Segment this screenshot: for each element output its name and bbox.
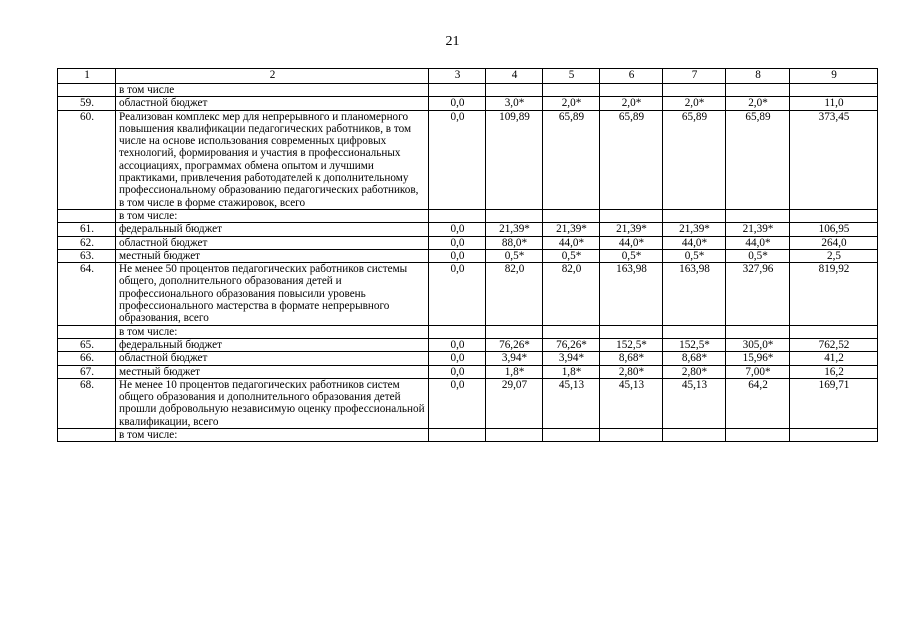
value-cell-col-3 [429,84,486,97]
value-cell-col-3: 0,0 [429,97,486,110]
value-cell-col-8: 64,2 [726,378,790,428]
value-cell-col-6: 45,13 [600,378,663,428]
page-number: 21 [445,34,460,49]
column-header-9: 9 [790,69,878,84]
column-header-8: 8 [726,69,790,84]
column-header-5: 5 [543,69,600,84]
value-cell-col-8: 305,0* [726,338,790,351]
row-number: 68. [58,378,116,428]
value-cell-col-8: 44,0* [726,236,790,249]
row-number [58,429,116,442]
row-number: 60. [58,110,116,209]
value-cell-col-5: 65,89 [543,110,600,209]
value-cell-col-9: 264,0 [790,236,878,249]
row-description: местный бюджет [116,365,429,378]
value-cell-col-7: 45,13 [663,378,726,428]
value-cell-col-3: 0,0 [429,338,486,351]
value-cell-col-9: 819,92 [790,263,878,325]
value-cell-col-6 [600,325,663,338]
value-cell-col-3: 0,0 [429,249,486,262]
value-cell-col-6: 21,39* [600,223,663,236]
row-description: местный бюджет [116,249,429,262]
value-cell-col-6: 44,0* [600,236,663,249]
value-cell-col-7 [663,209,726,222]
value-cell-col-6: 2,80* [600,365,663,378]
value-cell-col-3: 0,0 [429,365,486,378]
column-header-2: 2 [116,69,429,84]
value-cell-col-8 [726,84,790,97]
row-number: 65. [58,338,116,351]
value-cell-col-7: 2,80* [663,365,726,378]
value-cell-col-4: 1,8* [486,365,543,378]
value-cell-col-9: 41,2 [790,352,878,365]
value-cell-col-5 [543,325,600,338]
value-cell-col-3: 0,0 [429,110,486,209]
column-header-6: 6 [600,69,663,84]
row-description: Не менее 10 процентов педагогических работников систем общего образования и дополнительного образования детей прошли добровольную независимую оценку профессиональной квалификации, всего [116,378,429,428]
value-cell-col-7: 152,5* [663,338,726,351]
value-cell-col-7: 8,68* [663,352,726,365]
value-cell-col-7: 21,39* [663,223,726,236]
value-cell-col-7 [663,84,726,97]
table-row [58,110,878,209]
column-header-3: 3 [429,69,486,84]
value-cell-col-4: 3,0* [486,97,543,110]
table-row [58,429,878,442]
value-cell-col-4: 88,0* [486,236,543,249]
value-cell-col-7 [663,429,726,442]
value-cell-col-7: 2,0* [663,97,726,110]
value-cell-col-5: 45,13 [543,378,600,428]
value-cell-col-8 [726,429,790,442]
value-cell-col-9: 11,0 [790,97,878,110]
row-number: 61. [58,223,116,236]
value-cell-col-9: 169,71 [790,378,878,428]
row-number: 67. [58,365,116,378]
value-cell-col-9 [790,84,878,97]
row-number: 62. [58,236,116,249]
value-cell-col-4: 21,39* [486,223,543,236]
value-cell-col-7 [663,325,726,338]
value-cell-col-4 [486,325,543,338]
row-number: 64. [58,263,116,325]
value-cell-col-4: 3,94* [486,352,543,365]
value-cell-col-3 [429,429,486,442]
value-cell-col-5 [543,84,600,97]
row-number: 63. [58,249,116,262]
value-cell-col-8: 65,89 [726,110,790,209]
value-cell-col-5: 82,0 [543,263,600,325]
value-cell-col-6: 163,98 [600,263,663,325]
row-number [58,209,116,222]
row-description: областной бюджет [116,352,429,365]
row-description: федеральный бюджет [116,338,429,351]
table-row [58,325,878,338]
value-cell-col-4: 76,26* [486,338,543,351]
row-number [58,84,116,97]
table-row [58,352,878,365]
value-cell-col-3: 0,0 [429,236,486,249]
table-row [58,84,878,97]
budget-table [57,68,878,442]
value-cell-col-9 [790,325,878,338]
row-description: областной бюджет [116,236,429,249]
value-cell-col-6 [600,209,663,222]
value-cell-col-8: 0,5* [726,249,790,262]
value-cell-col-4 [486,429,543,442]
row-description: в том числе: [116,429,429,442]
value-cell-col-3 [429,209,486,222]
value-cell-col-4 [486,209,543,222]
value-cell-col-8: 21,39* [726,223,790,236]
value-cell-col-9: 373,45 [790,110,878,209]
value-cell-col-4: 109,89 [486,110,543,209]
row-description: областной бюджет [116,97,429,110]
value-cell-col-8: 2,0* [726,97,790,110]
value-cell-col-4: 82,0 [486,263,543,325]
value-cell-col-6: 8,68* [600,352,663,365]
value-cell-col-7: 65,89 [663,110,726,209]
table-row [58,365,878,378]
value-cell-col-5: 2,0* [543,97,600,110]
table-row [58,249,878,262]
value-cell-col-5: 21,39* [543,223,600,236]
row-number: 59. [58,97,116,110]
column-header-4: 4 [486,69,543,84]
value-cell-col-6 [600,429,663,442]
row-number [58,325,116,338]
column-header-1: 1 [58,69,116,84]
table-row [58,223,878,236]
value-cell-col-6: 0,5* [600,249,663,262]
column-header-7: 7 [663,69,726,84]
row-description: Не менее 50 процентов педагогических работников системы общего, дополнительного образования детей и профессионального образования повысили уровень профессионального мастерства в формате непрерывного образования, всего [116,263,429,325]
value-cell-col-6: 65,89 [600,110,663,209]
value-cell-col-8: 327,96 [726,263,790,325]
value-cell-col-6 [600,84,663,97]
value-cell-col-5 [543,209,600,222]
row-description: федеральный бюджет [116,223,429,236]
row-description: Реализован комплекс мер для непрерывного и планомерного повышения квалификации педагогических работников, в том числе на основе использования современных цифровых технологий, формирования и участия в профессиональных ассоциациях, программах обмена опытом и лучшими практиками, привлечения работодателей к дополнительному профессиональному образованию педагогических работников, в том числе в форме стажировок, всего [116,110,429,209]
value-cell-col-9 [790,429,878,442]
table-body [58,84,878,442]
value-cell-col-3: 0,0 [429,263,486,325]
header-row [58,69,878,84]
value-cell-col-3 [429,325,486,338]
value-cell-col-9 [790,209,878,222]
value-cell-col-9: 16,2 [790,365,878,378]
value-cell-col-3: 0,0 [429,223,486,236]
value-cell-col-3: 0,0 [429,352,486,365]
value-cell-col-6: 2,0* [600,97,663,110]
value-cell-col-5: 0,5* [543,249,600,262]
value-cell-col-9: 106,95 [790,223,878,236]
row-description: в том числе [116,84,429,97]
value-cell-col-9: 762,52 [790,338,878,351]
value-cell-col-3: 0,0 [429,378,486,428]
value-cell-col-5: 3,94* [543,352,600,365]
value-cell-col-4: 29,07 [486,378,543,428]
table-row [58,209,878,222]
value-cell-col-8 [726,209,790,222]
row-description: в том числе: [116,209,429,222]
row-number: 66. [58,352,116,365]
table-row [58,97,878,110]
value-cell-col-5: 1,8* [543,365,600,378]
value-cell-col-5: 44,0* [543,236,600,249]
row-description: в том числе: [116,325,429,338]
value-cell-col-7: 0,5* [663,249,726,262]
value-cell-col-6: 152,5* [600,338,663,351]
value-cell-col-4: 0,5* [486,249,543,262]
table-row [58,378,878,428]
table-row [58,263,878,325]
table-row [58,338,878,351]
value-cell-col-5: 76,26* [543,338,600,351]
value-cell-col-5 [543,429,600,442]
value-cell-col-8: 15,96* [726,352,790,365]
value-cell-col-7: 163,98 [663,263,726,325]
table-row [58,236,878,249]
value-cell-col-4 [486,84,543,97]
value-cell-col-7: 44,0* [663,236,726,249]
value-cell-col-9: 2,5 [790,249,878,262]
value-cell-col-8 [726,325,790,338]
value-cell-col-8: 7,00* [726,365,790,378]
